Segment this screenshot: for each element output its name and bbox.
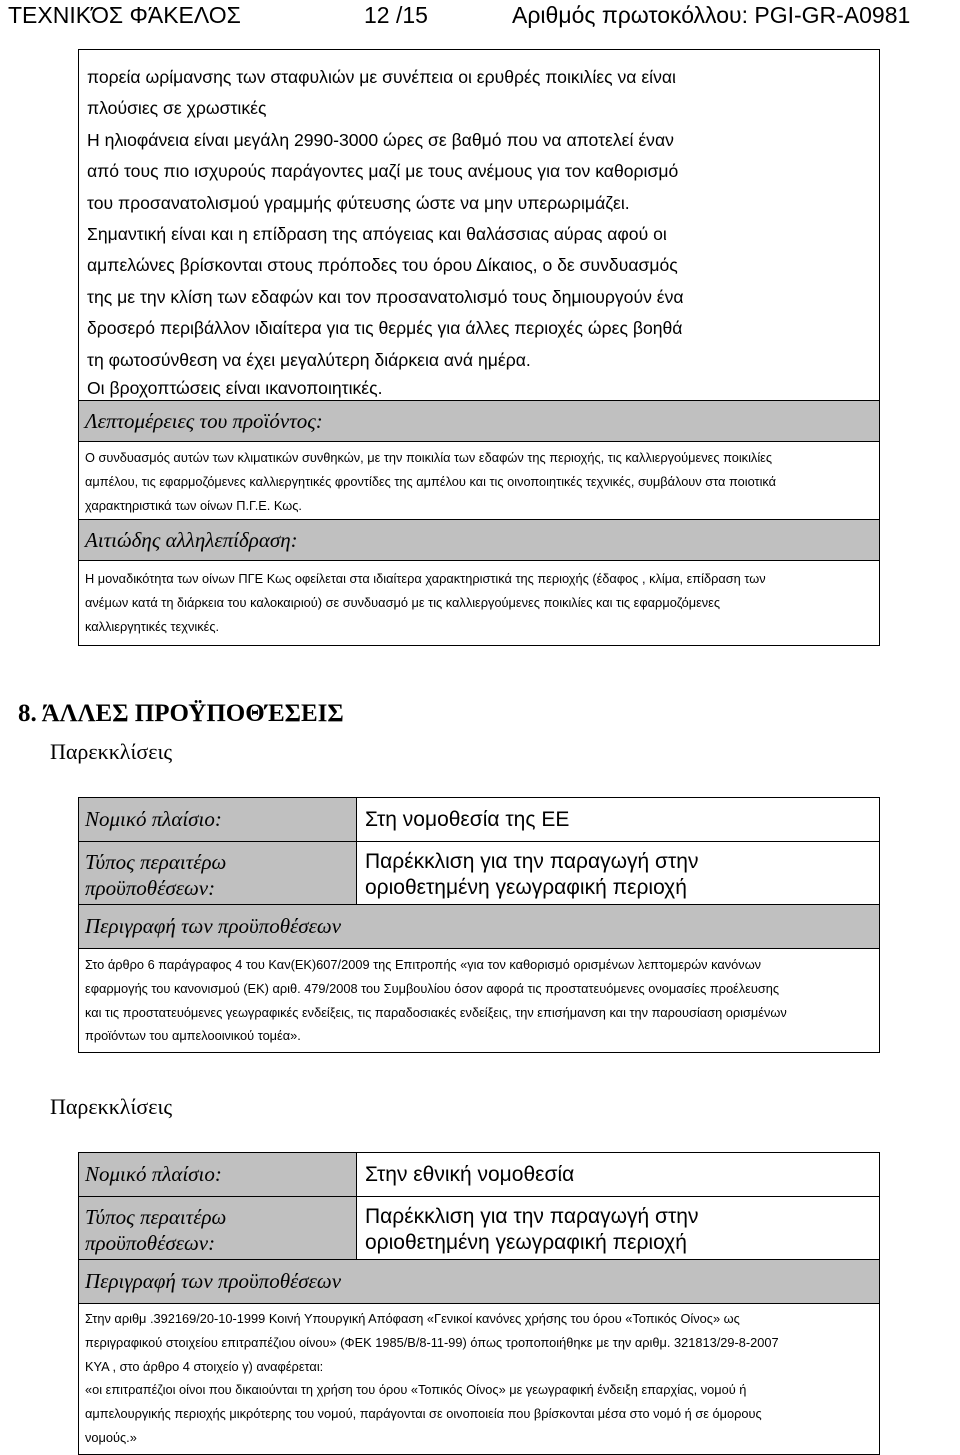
label-line: Τύπος περαιτέρω — [85, 1205, 227, 1229]
body-line: Σημαντική είναι και η επίδραση της απόγειας και θαλάσσιας αύρας αφού οι — [87, 224, 667, 245]
value-line: οριοθετημένη γεωγραφική περιοχή — [365, 876, 687, 899]
text-line: αμπελουργικής περιοχής μικρότερης του νομού, παράγονται σε οινοποιεία που βρίσκονται μέσα στο νομό ή σε όμορους — [85, 1406, 762, 1422]
text-line: ΚΥΑ , στο άρθρο 4 στοιχείο γ) αναφέρεται: — [85, 1358, 324, 1374]
value-line: οριοθετημένη γεωγραφική περιοχή — [365, 1231, 687, 1254]
label-line: Τύπος περαιτέρω — [85, 850, 227, 874]
text-line: νομούς.» — [85, 1429, 137, 1445]
legal-framework-value: Στην εθνική νομοθεσία — [365, 1163, 575, 1186]
legal-framework-row — [79, 798, 879, 842]
text-line: Στο άρθρο 6 παράγραφος 4 του Καν(ΕΚ)607/2009 της Επιτροπής «για τον καθορισμό ορισμένων λεπτομερών κανόνων — [85, 957, 762, 972]
label-line: προϋποθέσεων: — [85, 1231, 216, 1255]
body-line: του προσανατολισμού γραμμής φύτευσης ώστε να μην υπερωριμάζει. — [87, 192, 630, 213]
value-line: Παρέκκλιση για την παραγωγή στην — [365, 1205, 699, 1228]
derogation-table-national — [78, 1152, 880, 1455]
condition-type-row — [79, 1197, 879, 1260]
condition-type-value — [357, 1197, 879, 1259]
body-line: Οι βροχοπτώσεις είναι ικανοποιητικές. — [87, 378, 383, 399]
condition-type-label — [79, 1197, 357, 1259]
text-line: και τις προστατευόμενες γεωγραφικές ενδείξεις, τις παραδοσιακές ενδείξεις, την επισήμανση και την παρουσίαση ορισμένων — [85, 1004, 787, 1020]
product-details-heading: Λεπτομέρειες του προϊόντος: — [79, 400, 879, 442]
subsection-title: Παρεκκλίσεις — [50, 1094, 173, 1119]
body-text — [79, 50, 879, 400]
text-line: εφαρμογής του κανονισμού (ΕΚ) αριθ. 479/2008 του Συμβουλίου όσον αφορά τις προστατευόμενες ονομασίες προέλευσης — [85, 980, 780, 996]
description-text — [79, 1304, 879, 1454]
description-text — [79, 949, 879, 1052]
body-line: της με την κλίση των εδαφών και τον προσανατολισμό τους δημιουργούν ένα — [87, 286, 684, 307]
description-heading: Περιγραφή των προϋποθέσεων — [79, 1260, 879, 1304]
causal-heading: Αιτιώδης αλληλεπίδραση: — [79, 519, 879, 561]
product-details-text — [79, 442, 879, 519]
document-title: ΤΕΧΝΙΚΌΣ ΦΆΚΕΛΟΣ — [8, 2, 241, 28]
text-line: Η μοναδικότητα των οίνων ΠΓΕ Κως οφείλεται στα ιδιαίτερα χαρακτηριστικά της περιοχής (έδαφος , κλίμα, επίδραση των — [85, 571, 766, 587]
causal-text — [79, 561, 879, 644]
condition-type-label — [79, 842, 357, 904]
section-title: 8. ΆΛΛΕΣ ΠΡΟΫΠΟΘΈΣΕΙΣ — [18, 700, 344, 727]
legal-framework-value: Στη νομοθεσία της ΕΕ — [365, 808, 570, 831]
label-line: προϋποθέσεων: — [85, 876, 216, 900]
body-line: δροσερό περιβάλλον ιδιαίτερα για τις θερμές για άλλες περιοχές ώρες βοηθά — [87, 318, 683, 339]
text-line: Στην αριθμ .392169/20-10-1999 Κοινή Υπουργική Απόφαση «Γενικοί κανόνες χρήσης του όρου «Τοπικός Οίνος» ως — [85, 1311, 740, 1326]
legal-framework-label: Νομικό πλαίσιο: — [79, 798, 357, 841]
body-line: από τους πιο ισχυρούς παράγοντες μαζί με τους ανέμους για τον καθορισμό — [87, 161, 679, 182]
text-line: ανέμων κατά τη διάρκεια του καλοκαιριού) σε συνδυασμό με τις καλλιεργούμενες ποικιλίες και τις εφαρμοζόμενες — [85, 595, 721, 611]
description-heading: Περιγραφή των προϋποθέσεων — [79, 905, 879, 949]
text-line: περιγραφικού στοιχείου επιτραπέζιου οίνου» (ΦΕΚ 1985/Β/8-11-99) όπως τροποποιήθηκε με την αριθμ. 321813/29-8-2007 — [85, 1334, 779, 1350]
text-line: Ο συνδυασμός αυτών των κλιματικών συνθηκών, με την ποικιλία των εδαφών της περιοχής, τις καλλιεργούμενες ποικιλίες — [85, 450, 773, 466]
value-line: Παρέκκλιση για την παραγωγή στην — [365, 850, 699, 873]
page-header — [0, 2, 960, 32]
description-box — [78, 49, 880, 646]
body-line: αμπελώνες βρίσκονται στους πρόποδες του όρου Δίκαιος, ο δε συνδυασμός — [87, 255, 678, 276]
body-line: πορεία ωρίμανσης των σταφυλιών με συνέπεια οι ερυθρές ποικιλίες να είναι — [87, 67, 676, 87]
text-line: «οι επιτραπέζιοι οίνοι που δικαιούνται τη χρήση του όρου «Τοπικός Οίνος» με γεωγραφική ένδειξη επαρχίας, νομού ή — [85, 1382, 747, 1398]
condition-type-row — [79, 842, 879, 905]
body-line: πλούσιες σε χρωστικές — [87, 98, 267, 119]
page-number: 12 /15 — [364, 2, 428, 28]
text-line: αμπέλου, τις εφαρμοζόμενες καλλιεργητικές φροντίδες της αμπέλου και τις οινοποιητικές τεχνικές, συμβάλουν στα ποιοτικά — [85, 473, 777, 489]
text-line: προϊόντων του αμπελοοινικού τομέα». — [85, 1028, 301, 1044]
body-line: Η ηλιοφάνεια είναι μεγάλη 2990-3000 ώρες σε βαθμό που να αποτελεί έναν — [87, 129, 674, 150]
text-line: καλλιεργητικές τεχνικές. — [85, 619, 220, 635]
text-line: χαρακτηριστικά των οίνων Π.Γ.Ε. Κως. — [85, 497, 302, 513]
body-line: τη φωτοσύνθεση να έχει μεγαλύτερη διάρκεια ανά ημέρα. — [87, 349, 531, 370]
legal-framework-row — [79, 1153, 879, 1197]
protocol-number: Αριθμός πρωτοκόλλου: PGI-GR-A0981 — [512, 2, 911, 28]
subsection-title: Παρεκκλίσεις — [50, 739, 173, 764]
legal-framework-label: Νομικό πλαίσιο: — [79, 1153, 357, 1196]
condition-type-value — [357, 842, 879, 904]
derogation-table-eu — [78, 797, 880, 1053]
